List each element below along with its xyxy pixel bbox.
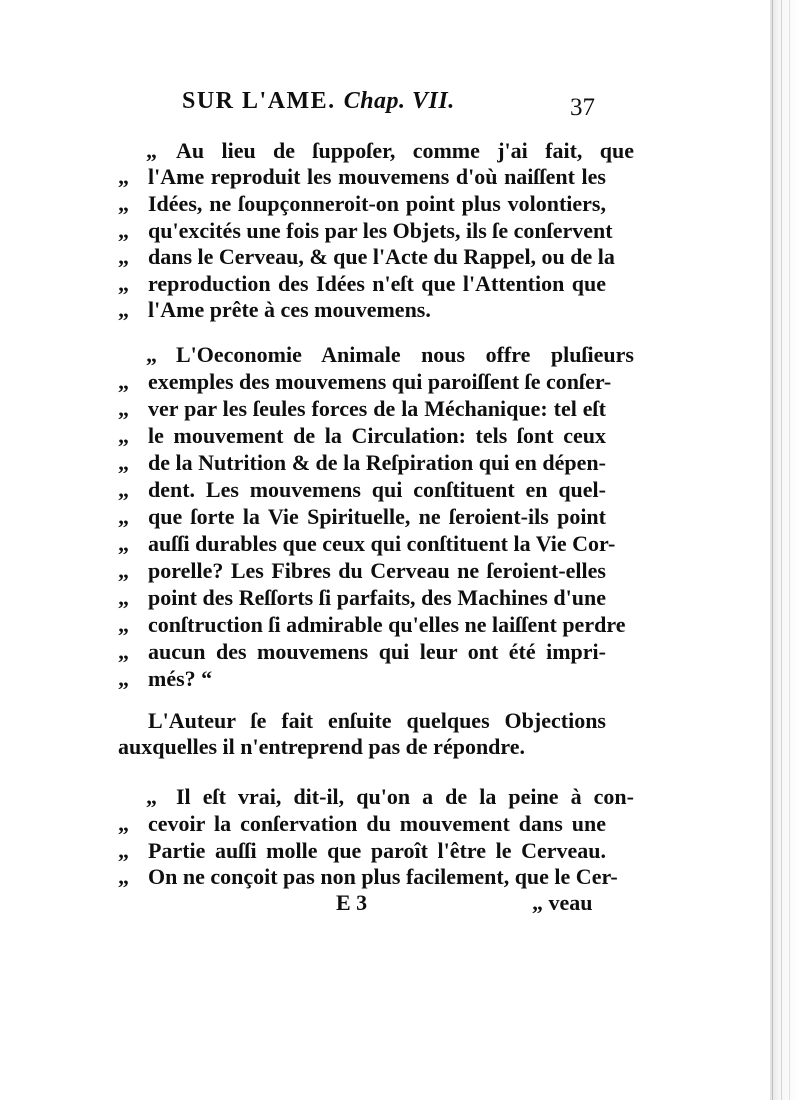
catchword: „ veau — [532, 890, 593, 915]
chapter-label: Chap. VII. — [343, 88, 455, 114]
running-head — [182, 88, 455, 115]
text-line: „ Idées, ne ſoupçonneroit-on point plus volontiers, — [118, 191, 606, 216]
text-line: „ exemples des mouvemens qui paroiſſent ſe conſer- — [118, 369, 612, 394]
text-line: „ aucun des mouvemens qui leur ont été impri- — [118, 639, 606, 664]
text-line: „ qu'excités une fois par les Objets, ils ſe conſervent — [118, 218, 613, 243]
text-line: „ dent. Les mouvemens qui conſtituent en quel- — [118, 477, 606, 502]
text-line: auxquelles il n'entreprend pas de répondre. — [118, 734, 526, 759]
text-line: „ l'Ame prête à ces mouvemens. — [118, 297, 431, 322]
edge-line — [781, 0, 782, 1100]
text-line: „ dans le Cerveau, & que l'Acte du Rappel, ou de la — [118, 244, 615, 269]
text-line: „ L'Oeconomie Animale nous offre pluſieurs — [146, 342, 634, 367]
page-edge — [770, 0, 800, 1100]
text-line: „ cevoir la conſervation du mouvement dans une — [118, 811, 606, 836]
edge-line — [772, 0, 773, 1100]
text-line: „ l'Ame reproduit les mouvemens d'où naiſſent les — [118, 164, 606, 189]
text-line: „ auſſi durables que ceux qui conſtituent la Vie Cor- — [118, 531, 616, 556]
text-line: „ ver par les ſeules forces de la Méchanique: tel eſt — [118, 396, 606, 421]
text-line: „ Il eſt vrai, dit-il, qu'on a de la peine à con- — [146, 784, 634, 809]
page-number: 37 — [570, 94, 595, 121]
text-line: „ més? “ — [118, 666, 213, 691]
text-line: „ le mouvement de la Circulation: tels ſont ceux — [118, 423, 606, 448]
text-line: „ Au lieu de ſuppoſer, comme j'ai fait, que — [146, 138, 634, 163]
text-line: „ Partie auſſi molle que paroît l'être le Cerveau. — [118, 838, 606, 863]
signature-mark: E 3 — [336, 890, 368, 915]
running-title: SUR L'AME. — [182, 88, 336, 114]
text-line: „ conſtruction ſi admirable qu'elles ne laiſſent perdre — [118, 612, 626, 637]
text-line: „ que ſorte la Vie Spirituelle, ne ſeroient-ils point — [118, 504, 606, 529]
edge-line — [789, 0, 790, 1100]
text-line: „ porelle? Les Fibres du Cerveau ne ſeroient-elles — [118, 558, 606, 583]
text-line: „ point des Reſſorts ſi parfaits, des Machines d'une — [118, 585, 606, 610]
text-line: „ On ne conçoit pas non plus facilement, que le Cer- — [118, 864, 618, 889]
text-line: „ de la Nutrition & de la Reſpiration qui en dépen- — [118, 450, 606, 475]
text-line: L'Auteur ſe fait enſuite quelques Objections — [148, 708, 606, 733]
text-line: „ reproduction des Idées n'eſt que l'Attention que — [118, 271, 606, 296]
